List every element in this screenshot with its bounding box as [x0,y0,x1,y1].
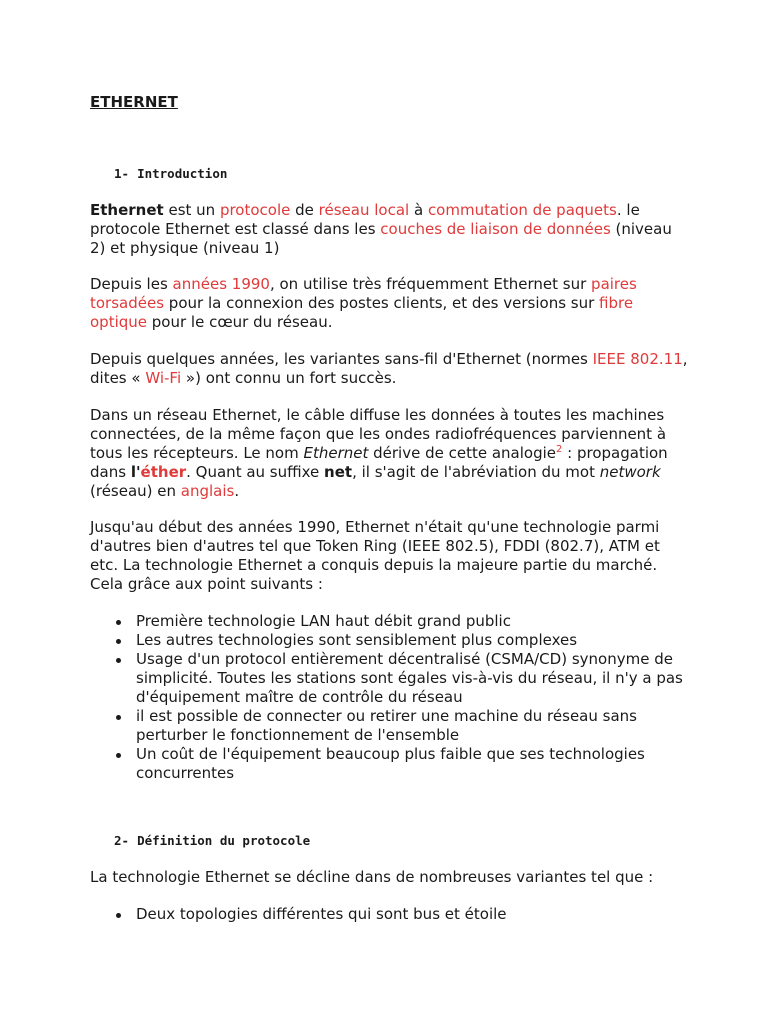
text-run: , dites « [90,350,688,387]
text-run: pour le cœur du réseau. [147,313,333,331]
footnote-ref[interactable]: 2 [556,444,563,455]
paragraph-intro-1 [90,201,690,258]
text-run: est un [163,201,220,219]
link-ieee-802-11[interactable]: IEEE 802.11 [592,350,683,368]
section-heading-definition [114,833,310,848]
link-couches-de-liaison[interactable]: couches de liaison de données [380,220,611,238]
text-run: (réseau) en [90,482,181,500]
list-item: Usage d'un protocol entièrement décentralisé (CSMA/CD) synonyme de simplicité. Toutes les stations sont égales vis-à-vis du réseau, il n'y a pas d'équipement maître de contrôle du réseau [90,650,690,707]
paragraph-intro-4 [90,406,690,501]
link-protocole[interactable]: protocole [219,201,291,219]
section-title: Définition du protocole [137,833,311,848]
section-heading-introduction [114,166,227,181]
text-run: : propagation dans [90,444,668,481]
section-number: 1- [114,166,130,181]
section-number: 2- [114,833,130,848]
link-paires-torsadees[interactable]: paires torsadées [90,275,637,312]
link-annees-1990[interactable]: années 1990 [172,275,270,293]
text-run: , on utilise très fréquemment Ethernet sur [269,275,592,293]
list-item: Première technologie LAN haut débit grand public [90,612,690,631]
term-ethernet: Ethernet [90,201,164,219]
paragraph-intro-2 [90,275,690,332]
link-commutation-de-paquets[interactable]: commutation de paquets [427,201,617,219]
term-ethernet-italic: Ethernet [303,444,369,462]
text-run: dérive de cette analogie [368,444,557,462]
intro-bullet-list [90,612,690,783]
section-title: Introduction [137,166,228,181]
list-item: il est possible de connecter ou retirer une machine du réseau sans perturber le fonctionnement de l'ensemble [90,707,690,745]
list-item: Deux topologies différentes qui sont bus et étoile [90,905,690,924]
paragraph-intro-3 [90,350,690,388]
term-net: net [324,463,353,481]
term-l: l' [130,463,141,481]
text-run: Depuis les [90,275,173,293]
definition-bullet-list [90,905,690,924]
text-run: pour la connexion des postes clients, et des versions sur [164,294,600,312]
document-title: ETHERNET [90,93,178,111]
link-anglais[interactable]: anglais [180,482,235,500]
paragraph-intro-5: Jusqu'au début des années 1990, Ethernet n'était qu'une technologie parmi d'autres bien d'autres tel que Token Ring (IEEE 802.5), FDDI (802.7), ATM et etc. La technologie Ethernet a conquis depuis la majeure partie du marché. Cela grâce aux point suivants : [90,518,660,593]
link-wifi[interactable]: Wi-Fi [145,369,182,387]
text-run: . Quant au suffixe [186,463,325,481]
text-run: (niveau 2) et physique (niveau 1) [90,220,672,257]
link-reseau-local[interactable]: réseau local [318,201,410,219]
link-ether[interactable]: éther [140,463,187,481]
text-run: Depuis quelques années, les variantes sans-fil d'Ethernet (normes [90,350,593,368]
text-run: ») ont connu un fort succès. [181,369,397,387]
paragraph-definition-1: La technologie Ethernet se décline dans de nombreuses variantes tel que : [90,868,654,886]
term-network: network [599,463,661,481]
list-item: Les autres technologies sont sensiblement plus complexes [90,631,690,650]
text-run: , il s'agit de l'abréviation du mot [352,463,600,481]
text-run: à [409,201,428,219]
text-run: Dans un réseau Ethernet, le câble diffuse les données à toutes les machines connectées, de la même façon que les ondes radiofréquences parviennent à tous les récepteurs. Le nom [90,406,667,462]
list-item: Un coût de l'équipement beaucoup plus faible que ses technologies concurrentes [90,745,690,783]
text-run: de [290,201,319,219]
link-fibre-optique[interactable]: fibre optique [90,294,634,331]
text-run: . [234,482,240,500]
text-run: . le protocole Ethernet est classé dans les [90,201,640,238]
